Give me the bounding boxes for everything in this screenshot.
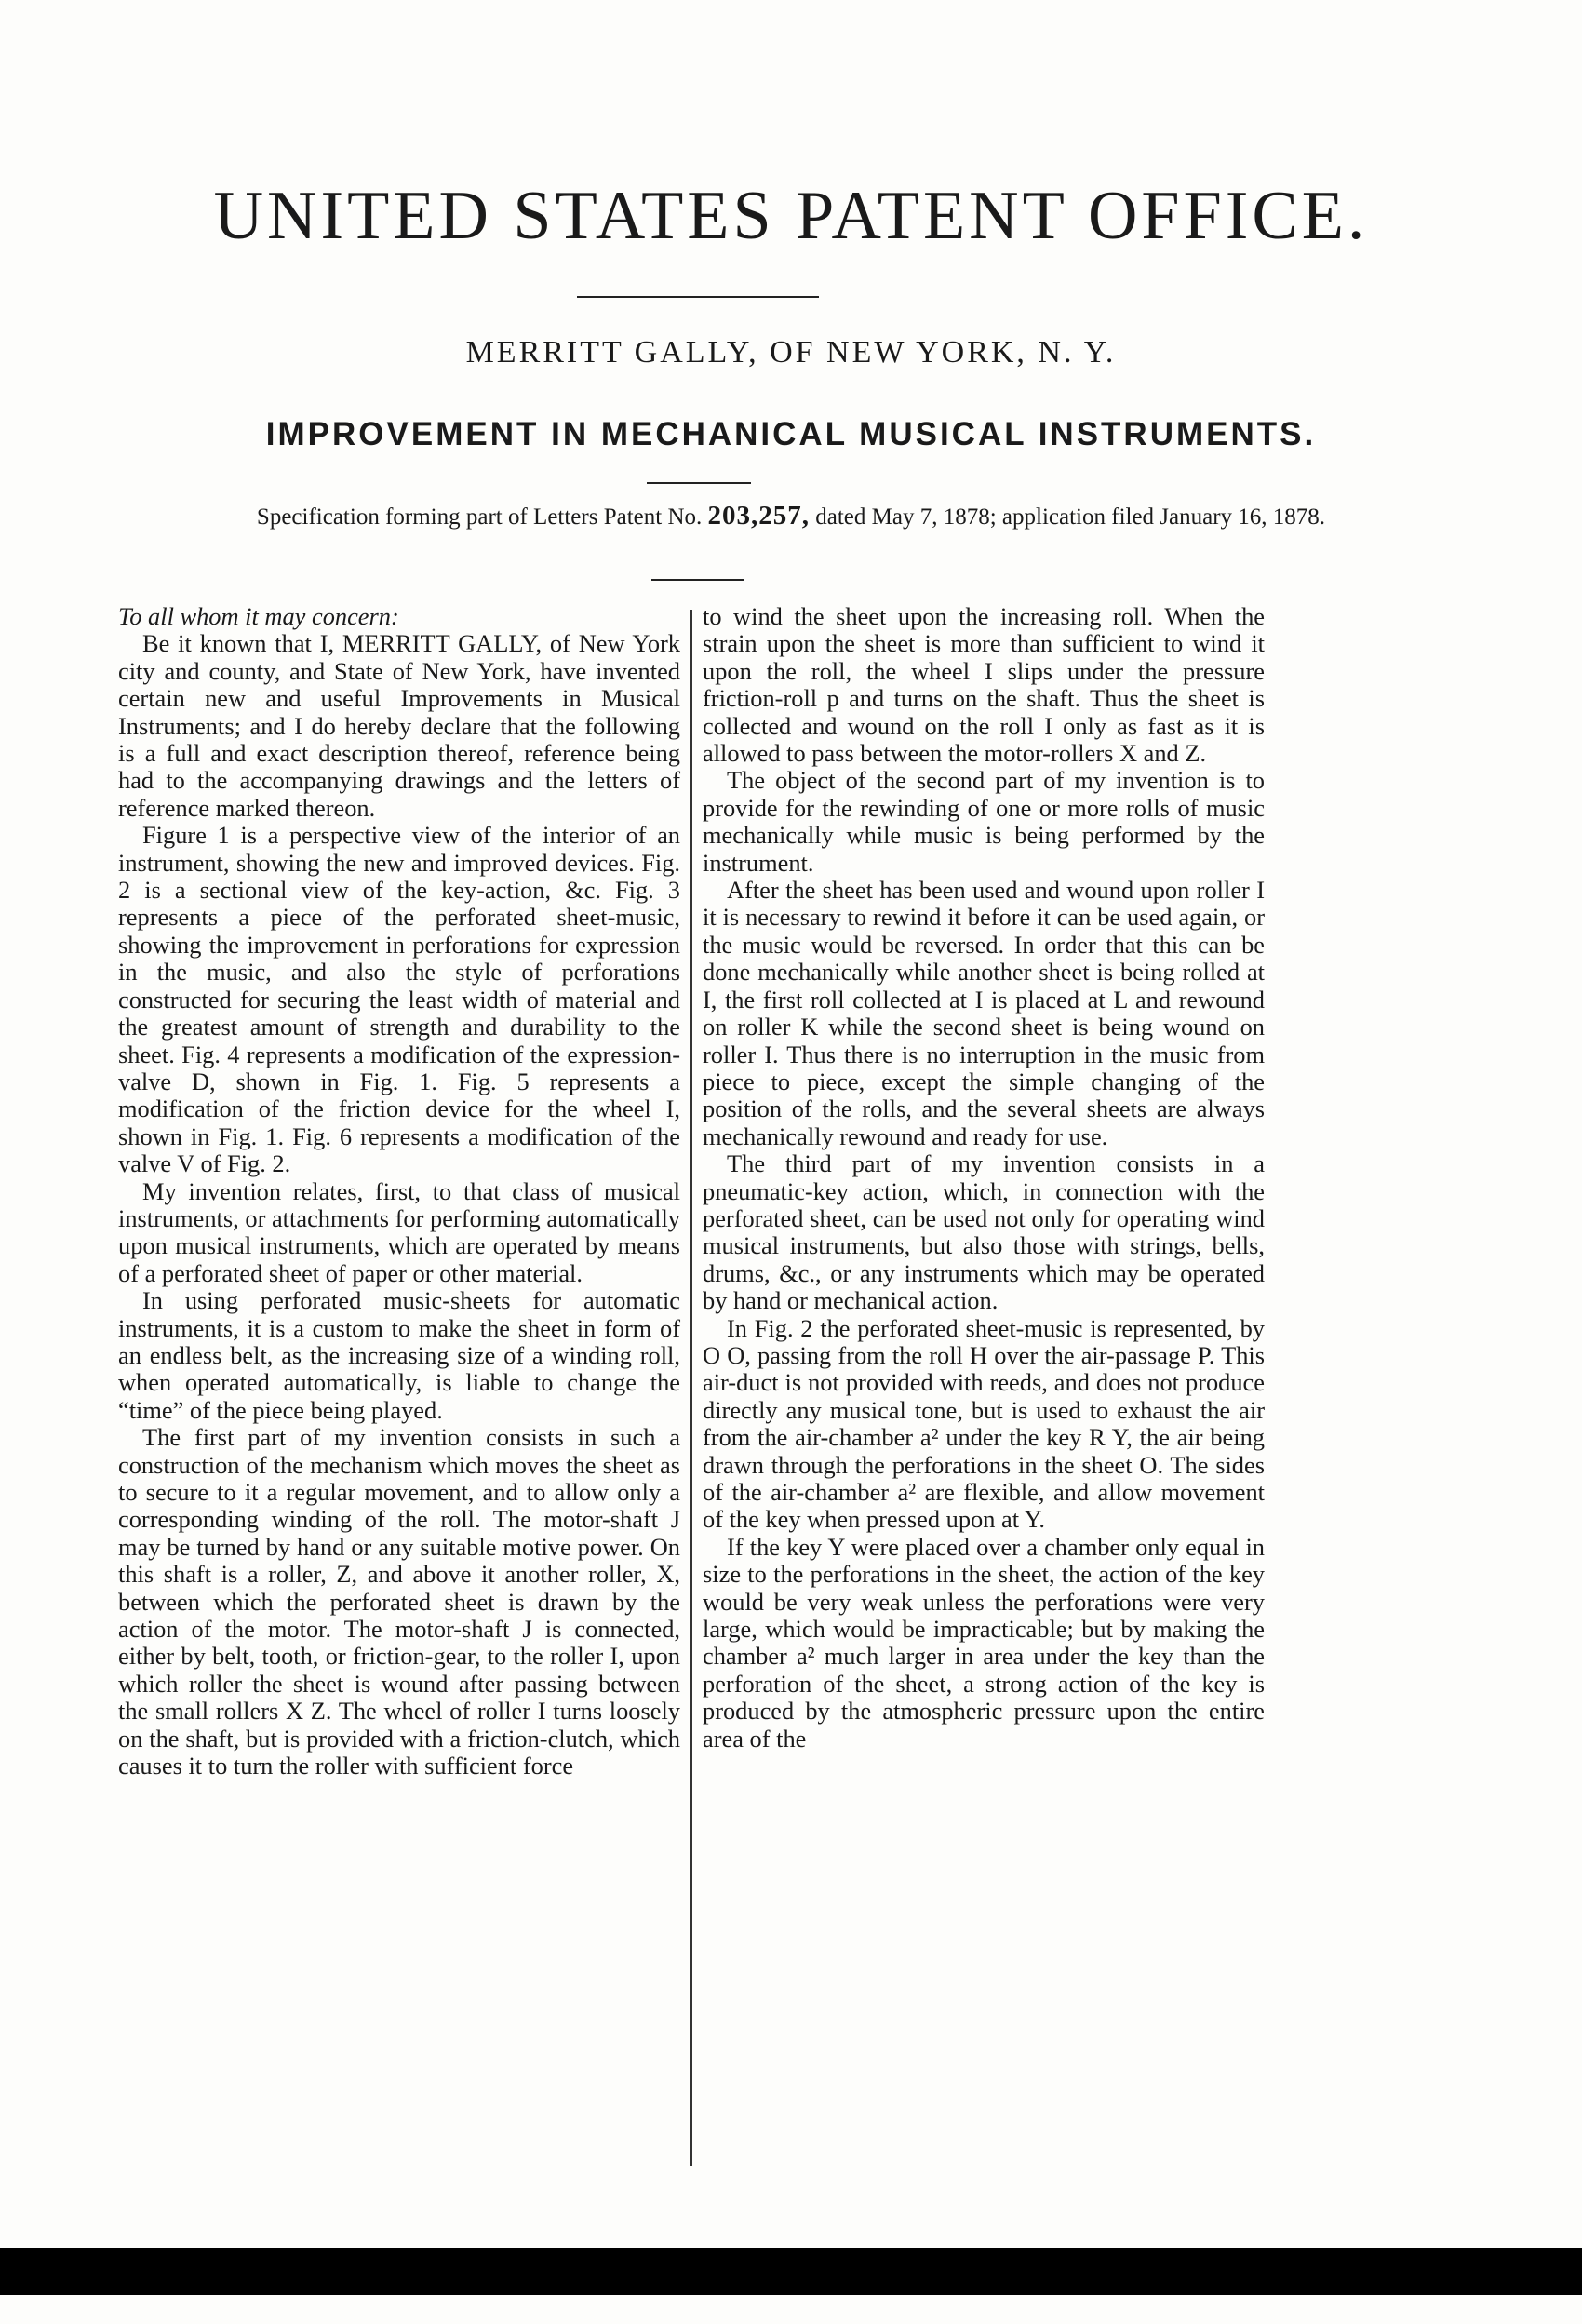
inventor-line: MERRITT GALLY, OF NEW YORK, N. Y. [465, 335, 1117, 369]
paragraph: The third part of my invention consists in a pneumatic-key action, which, in connection with the perforated sheet, can be used not only for operating wind musical instruments, but also those with strings, bells, drums, &c., or any instruments which may be operated by hand or mechanical action. [703, 1149, 1265, 1315]
paragraph: In using perforated music-sheets for automatic instruments, it is a custom to make the sheet in form of an endless belt, as the increasing size of a winding roll, when operated automatically, is liable to change the “time” of the piece being played. [118, 1286, 680, 1424]
right-column [703, 603, 1265, 1753]
office-title: UNITED STATES PATENT OFFICE. [213, 178, 1369, 254]
paragraph: The object of the second part of my invention is to provide for the rewinding of one or more rolls of music mechanically while music is being performed by the instrument. [703, 766, 1265, 877]
spec-rule [651, 579, 744, 581]
paragraph: In Fig. 2 the perforated sheet-music is represented, by O O, passing from the roll H over the air-passage P. This air-duct is not provided with reeds, and does not produce directly any musical tone, but is used to exhaust the air from the air-chamber a² under the key R Y, the air being drawn through the perforations in the sheet O. The sides of the air-chamber a² are flexible, and allow movement of the key when pressed upon at Y. [703, 1313, 1265, 1534]
paragraph: If the key Y were placed over a chamber only equal in size to the perforations in the sheet, the action of the key would be very weak unless the perforations were very large, which would be impracticable; but by making the chamber a² much larger in area under the key than the perforation of the sheet, a strong action of the key is produced by the atmospheric pressure upon the entire area of the [703, 1532, 1265, 1753]
column-divider [690, 610, 692, 2166]
paragraph: After the sheet has been used and wound upon roller I it is necessary to rewind it before it can be used again, or the music would be reversed. In order that this can be done mechanically while another sheet is being rolled at I, the first roll collected at I is placed at L and rewound on roller K while the second sheet is being wound on roller I. Thus there is no interruption in the music from piece to piece, except the simple changing of the position of the rolls, and the several sheets are always mechanically rewound and ready for use. [703, 876, 1265, 1150]
title-rule [577, 296, 819, 298]
paragraph: My invention relates, first, to that class of musical instruments, or attachments for performing automatically upon musical instruments, which are operated by means of a perforated sheet of paper or other material. [118, 1176, 680, 1287]
paragraph: Be it known that I, MERRITT GALLY, of New York city and county, and State of New York, have invented certain new and useful Improvements in Musical Instruments; and I do hereby declare that the following is a full and exact description thereof, reference being had to the accompanying drawings and the letters of reference marked thereon. [118, 629, 680, 822]
scan-bottom-bar [0, 2248, 1582, 2295]
invention-title: IMPROVEMENT IN MECHANICAL MUSICAL INSTRUMENTS. [265, 416, 1317, 452]
specification-line [140, 503, 1442, 531]
spec-suffix: dated May 7, 1878; application filed January 16, 1878. [815, 504, 1326, 530]
left-column [118, 603, 680, 1780]
paragraph: to wind the sheet upon the increasing roll. When the strain upon the sheet is more than sufficient to wind it upon the roll, the wheel I slips under the pressure friction-roll p and turns on the shaft. Thus the sheet is collected and wound on the roll I only as fast as it is allowed to pass between the motor-rollers X and Z. [703, 602, 1265, 768]
spec-prefix: Specification forming part of Letters Patent No. [256, 504, 703, 530]
invention-rule [647, 482, 751, 484]
patent-number: 203,257, [707, 501, 811, 531]
paragraph: Figure 1 is a perspective view of the interior of an instrument, showing the new and improved devices. Fig. 2 is a sectional view of the key-action, &c. Fig. 3 represents a piece of the perforated sheet-music, showing the improvement in perforations for expression in the music, and also the style of perforations constructed for securing the least width of material and the greatest amount of strength and durability to the sheet. Fig. 4 represents a modification of the expression-valve D, shown in Fig. 1. Fig. 5 represents a modification of the friction device for the wheel I, shown in Fig. 1. Fig. 6 represents a modification of the valve V of Fig. 2. [118, 821, 680, 1178]
paragraph: The first part of my invention consists in such a construction of the mechanism which moves the sheet as to secure to it a regular movement, and to allow only a corresponding winding of the roll. The motor-shaft J may be turned by hand or any suitable motive power. On this shaft is a roller, Z, and above it another roller, X, between which the perforated sheet is drawn by the action of the motor. The motor-shaft J is connected, either by belt, tooth, or friction-gear, to the roller I, upon which roller the sheet is wound after passing between the small rollers X Z. The wheel of roller I turns loosely on the shaft, but is provided with a friction-clutch, which causes it to turn the roller with sufficient force [118, 1423, 680, 1780]
salutation: To all whom it may concern: [118, 602, 399, 630]
